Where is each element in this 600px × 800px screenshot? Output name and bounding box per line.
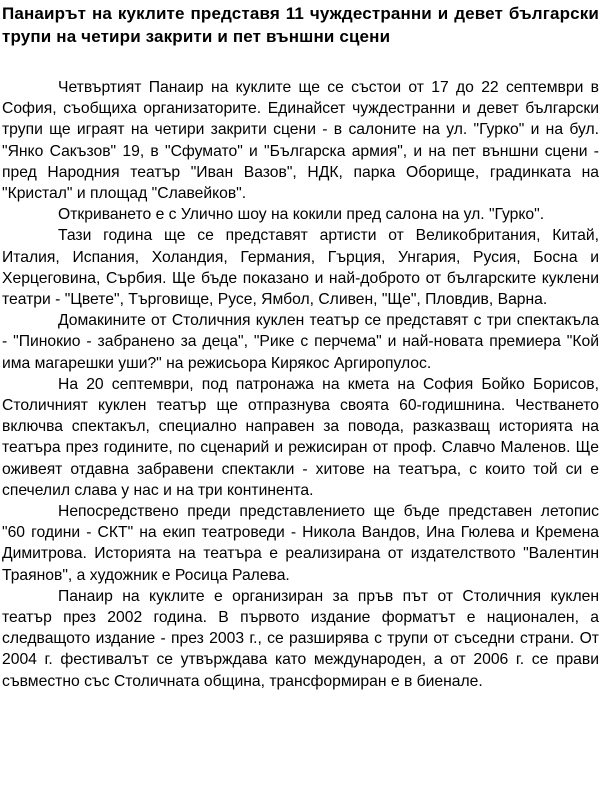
article-paragraph: Четвъртият Панаир на куклите ще се състои от 17 до 22 септември в София, съобщиха организаторите. Единайсет чуждестранни и девет български трупи ще играят на четири закрити сцени - в салоните на ул. "Гурко" и на бул. "Янко Сакъзов" 19, в "Сфумато" и "Българска армия", и на пет външни сцени - пред Народния театър "Иван Вазов", НДК, парка Оборище, градинката на "Кристал" и площад "Славейков". [2, 79, 599, 203]
article-paragraph: Непосредствено преди представлението ще бъде представен летопис "60 години - СКТ" на екип театроведи - Никола Вандов, Ина Гюлева и Кремена Димитрова. Историята на театъра е реализирана от издателството "Валентин Траянов", а художник е Росица Ралева. [2, 503, 599, 584]
article-body [2, 77, 599, 692]
article-paragraph: Домакините от Столичния куклен театър се представят с три спектакъла - "Пинокио - забранено за деца", "Рике с перчема" и най-новата премиера "Кой има магарешки уши?" на режисьора Кирякос Аргиропулос. [2, 312, 599, 372]
article-paragraph: Панаир на куклите е организиран за пръв път от Столичния куклен театър през 2002 година. В първото издание форматът е национален, а следващото издание - през 2003 г., се разширява с трупи от съседни страни. От 2004 г. фестивалът се утвърждава като международен, а от 2006 г. се прави съвместно със Столичната община, трансформиран е в биенале. [2, 587, 599, 690]
article-paragraph: Откриването е с Улично шоу на кокили пред салона на ул. "Гурко". [58, 206, 545, 224]
article-paragraph: На 20 септември, под патронажа на кмета на София Бойко Борисов, Столичният куклен театър ще отпразнува своята 60-годишнина. Честването включва спектакъл, специално направен за повода, разказващ историята на театъра през годините, по сценарий и режисиран от проф. Славчо Маленов. Ще оживеят отдавна забравени спектакли - хитове на театъра, с които той си е спечелил слава у нас и на три континента. [2, 375, 599, 499]
article-title: Панаирът на куклите представя 11 чуждестранни и девет български трупи на четири закрити и пет външни сцени [2, 4, 599, 46]
article-paragraph: Тази година ще се представят артисти от Великобритания, Китай, Италия, Испания, Холандия, Германия, Гърция, Унгария, Русия, Босна и Херцеговина, Сърбия. Ще бъде показано и най-доброто от българските куклени театри - "Цвете", Търговище, Русе, Ямбол, Сливен, "Ще", Пловдив, Варна. [2, 227, 599, 309]
